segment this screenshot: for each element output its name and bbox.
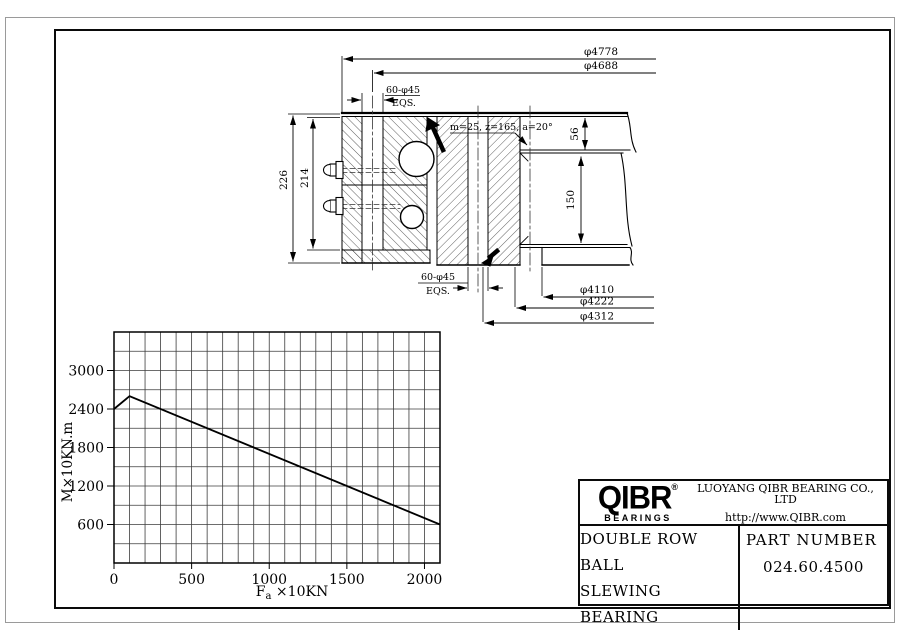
- dim-4778: [342, 46, 656, 112]
- dim-text: 150: [565, 189, 577, 211]
- title-block: [578, 479, 889, 626]
- y-tick-label: 1800: [68, 440, 104, 457]
- x-tick-label: 1000: [251, 572, 288, 588]
- title-block-body: [580, 526, 887, 630]
- company-website: http://www.QIBR.com: [725, 510, 846, 524]
- registered-mark: ®: [671, 482, 679, 492]
- company-name: LUOYANG QIBR BEARING CO., LTD: [697, 481, 874, 506]
- chamfer: [520, 153, 528, 161]
- y-tick-label: 600: [77, 517, 104, 534]
- dim-text: φ4222: [579, 295, 615, 308]
- product-line1: DOUBLE ROW BALL: [580, 530, 698, 574]
- y-tick-label: 3000: [68, 363, 104, 380]
- seal-spacer-ring: [342, 117, 362, 264]
- dim-text: 60-φ45: [420, 272, 456, 283]
- dim-4110: [542, 267, 654, 297]
- title-block-header: [580, 481, 887, 526]
- dim-text: 56: [569, 127, 581, 141]
- dim-top-holes: [347, 85, 420, 112]
- logo-text: QIBR: [597, 479, 672, 516]
- inner-ring-bottom-plate: [342, 250, 430, 263]
- part-number-label: PART NUMBER: [746, 531, 877, 549]
- logo-subtext: BEARINGS: [604, 513, 672, 523]
- dim-text: φ4778: [583, 46, 619, 58]
- dim-text: 60-φ45: [385, 85, 421, 96]
- y-tick-label: 1200: [68, 479, 104, 495]
- upper-row-ball: [399, 142, 434, 177]
- outer-ring-right: [488, 117, 520, 266]
- dim-4312: [483, 267, 654, 323]
- y-axis-label: M×10KN.m: [60, 421, 76, 503]
- dim-text: 226: [278, 169, 290, 191]
- dim-text: φ4312: [579, 310, 615, 323]
- dim-bottom-holes: [418, 267, 503, 297]
- x-axis-label-sub: a: [265, 591, 272, 602]
- load-capacity-chart: [68, 332, 442, 588]
- x-tick-label: 2000: [406, 572, 443, 588]
- inner-ring: [383, 117, 427, 251]
- dim-text: EQS.: [392, 98, 416, 109]
- dim-214: [299, 118, 340, 251]
- dim-text: EQS.: [426, 286, 450, 297]
- dim-56: [569, 118, 585, 150]
- grease-nipple-upper: [324, 162, 343, 179]
- gear-spec-text: m=25, z=165, a=20°: [450, 122, 553, 133]
- dim-text: φ4110: [579, 284, 615, 296]
- x-axis-label-base: F: [255, 584, 266, 600]
- chamfer: [520, 237, 528, 245]
- product-name-cell: [580, 526, 740, 630]
- x-tick-label: 0: [109, 572, 119, 588]
- logo: [588, 479, 688, 523]
- x-tick-label: 500: [178, 572, 205, 588]
- lower-row-ball: [401, 206, 424, 229]
- x-tick-label: 1500: [329, 572, 365, 588]
- break-line: [627, 113, 636, 152]
- dim-150: [565, 157, 581, 244]
- dim-text: φ4688: [583, 60, 619, 72]
- product-line2: SLEWING BEARING: [580, 582, 662, 626]
- outer-ring-left: [437, 117, 468, 266]
- dim-text: 214: [299, 167, 311, 189]
- grease-nipple-lower: [324, 198, 343, 215]
- break-line: [630, 248, 633, 266]
- y-tick-label: 2400: [68, 402, 104, 418]
- part-number-value: 024.60.4500: [763, 558, 864, 576]
- x-axis-label-rest: ×10KN: [271, 584, 329, 600]
- break-line: [621, 153, 632, 246]
- part-number-cell: [740, 526, 887, 630]
- company-info: [688, 483, 883, 523]
